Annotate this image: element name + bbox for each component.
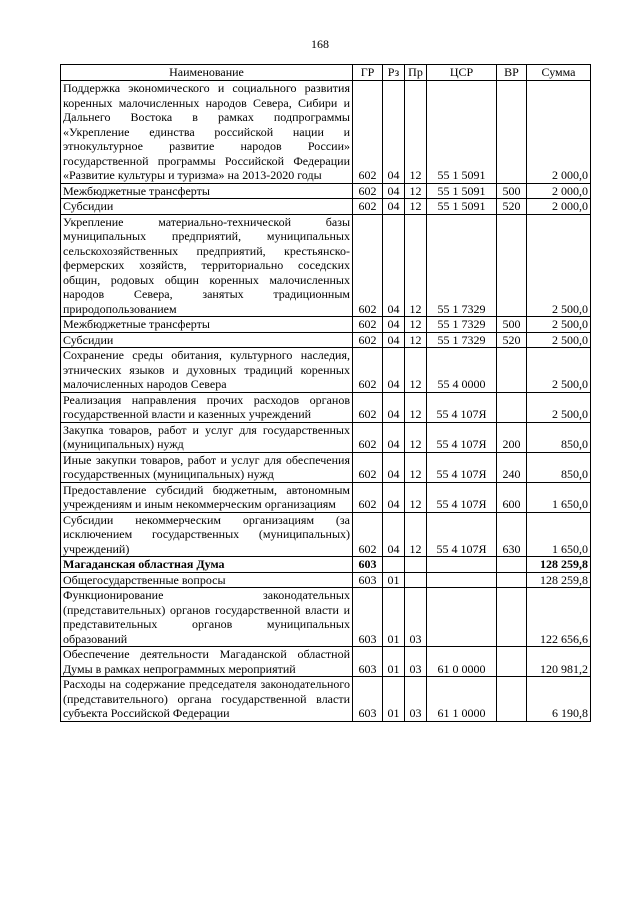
cell-gr: 602 [353,317,383,333]
header-vr: ВР [497,65,527,81]
cell-gr: 602 [353,512,383,557]
cell-pr: 12 [405,183,427,199]
cell-pr: 12 [405,214,427,317]
cell-name: Субсидии [61,332,353,348]
cell-sum: 1 650,0 [527,482,591,512]
cell-gr: 602 [353,422,383,452]
cell-rz: 04 [383,81,405,184]
cell-vr [497,392,527,422]
cell-gr: 603 [353,557,383,573]
cell-name: Сохранение среды обитания, культурного наследия, этнических языков и духовных традиций коренных малочисленных народов Севера [61,348,353,393]
cell-gr: 603 [353,677,383,722]
cell-pr: 12 [405,452,427,482]
cell-sum: 2 500,0 [527,317,591,333]
cell-rz: 04 [383,183,405,199]
cell-vr: 520 [497,332,527,348]
cell-vr: 520 [497,199,527,215]
cell-csr: 55 1 7329 [427,317,497,333]
cell-rz: 04 [383,482,405,512]
cell-csr: 55 1 7329 [427,332,497,348]
cell-vr [497,81,527,184]
cell-vr [497,214,527,317]
cell-rz: 01 [383,572,405,588]
table-row [61,482,591,512]
cell-pr [405,557,427,573]
table-body [61,81,591,722]
cell-name: Расходы на содержание председателя законодательного (представительного) органа государственной власти субъекта Российской Федерации [61,677,353,722]
cell-name: Обеспечение деятельности Магаданской областной Думы в рамках непрограммных мероприятий [61,647,353,677]
cell-csr: 55 4 107Я [427,482,497,512]
cell-gr: 602 [353,348,383,393]
table-row [61,332,591,348]
cell-pr: 12 [405,392,427,422]
table-row [61,392,591,422]
cell-rz: 04 [383,214,405,317]
cell-pr: 12 [405,199,427,215]
cell-sum: 2 500,0 [527,214,591,317]
cell-gr: 603 [353,647,383,677]
cell-vr [497,572,527,588]
cell-name: Магаданская областная Дума [61,557,353,573]
cell-gr: 602 [353,482,383,512]
table-row [61,512,591,557]
header-rz: Рз [383,65,405,81]
cell-vr [497,557,527,573]
table-row [61,557,591,573]
cell-gr: 602 [353,199,383,215]
cell-gr: 602 [353,81,383,184]
cell-rz: 01 [383,677,405,722]
header-gr: ГР [353,65,383,81]
cell-sum: 6 190,8 [527,677,591,722]
cell-vr: 630 [497,512,527,557]
cell-pr: 03 [405,677,427,722]
cell-pr: 03 [405,588,427,647]
cell-sum: 850,0 [527,422,591,452]
cell-csr: 55 1 5091 [427,81,497,184]
cell-name: Закупка товаров, работ и услуг для государственных (муниципальных) нужд [61,422,353,452]
cell-name: Общегосударственные вопросы [61,572,353,588]
cell-pr [405,572,427,588]
table-row [61,183,591,199]
cell-rz: 01 [383,588,405,647]
cell-rz: 01 [383,647,405,677]
cell-csr: 61 1 0000 [427,677,497,722]
cell-csr [427,572,497,588]
cell-vr: 240 [497,452,527,482]
cell-pr: 12 [405,422,427,452]
cell-name: Субсидии некоммерческим организациям (за исключением государственных (муниципальных) учреждений) [61,512,353,557]
cell-csr: 55 4 107Я [427,422,497,452]
cell-vr [497,348,527,393]
budget-table [60,64,591,722]
cell-vr [497,647,527,677]
cell-name: Иные закупки товаров, работ и услуг для обеспечения государственных (муниципальных) нужд [61,452,353,482]
table-row [61,647,591,677]
table-row [61,199,591,215]
cell-pr: 12 [405,512,427,557]
cell-sum: 128 259,8 [527,557,591,573]
cell-vr: 200 [497,422,527,452]
cell-csr: 55 1 5091 [427,183,497,199]
cell-sum: 2 500,0 [527,332,591,348]
cell-sum: 122 656,6 [527,588,591,647]
cell-sum: 128 259,8 [527,572,591,588]
page-number: 168 [311,37,329,51]
cell-pr: 12 [405,348,427,393]
cell-csr [427,557,497,573]
cell-pr: 12 [405,482,427,512]
cell-pr: 12 [405,332,427,348]
table-row [61,677,591,722]
cell-csr: 55 4 107Я [427,392,497,422]
cell-csr [427,588,497,647]
cell-csr: 61 0 0000 [427,647,497,677]
cell-sum: 1 650,0 [527,512,591,557]
cell-sum: 2 500,0 [527,348,591,393]
table-row [61,588,591,647]
cell-rz: 04 [383,348,405,393]
cell-rz: 04 [383,317,405,333]
table-row [61,317,591,333]
cell-sum: 2 000,0 [527,81,591,184]
cell-rz: 04 [383,332,405,348]
cell-rz [383,557,405,573]
cell-sum: 2 000,0 [527,199,591,215]
cell-pr: 12 [405,81,427,184]
cell-csr: 55 4 107Я [427,452,497,482]
table-row [61,452,591,482]
cell-name: Реализация направления прочих расходов органов государственной власти и казенных учреждений [61,392,353,422]
cell-sum: 120 981,2 [527,647,591,677]
cell-rz: 04 [383,512,405,557]
cell-rz: 04 [383,452,405,482]
cell-name: Субсидии [61,199,353,215]
cell-vr: 500 [497,317,527,333]
cell-csr: 55 1 7329 [427,214,497,317]
cell-gr: 602 [353,452,383,482]
table-row [61,422,591,452]
cell-vr [497,677,527,722]
cell-name: Функционирование законодательных (представительных) органов государственной власти и представительных органов муниципальных образований [61,588,353,647]
cell-name: Поддержка экономического и социального развития коренных малочисленных народов Севера, Сибири и Дальнего Востока в рамках подпрограммы «Укрепление единства российской нации и этнокультурное развитие народов России» государственной программы Российской Федерации «Развитие культуры и туризма» на 2013-2020 годы [61,81,353,184]
cell-pr: 03 [405,647,427,677]
table-header-row [61,65,591,81]
table-row [61,572,591,588]
cell-name: Межбюджетные трансферты [61,317,353,333]
cell-csr: 55 4 107Я [427,512,497,557]
cell-gr: 603 [353,588,383,647]
cell-name: Укрепление материально-технической базы муниципальных предприятий, муниципальных сельскохозяйственных предприятий, крестьянско-фермерских хозяйств, территориально соседских общин, родовых общин коренных малочисленных народов Севера, занятых традиционным природопользованием [61,214,353,317]
header-pr: Пр [405,65,427,81]
header-sum: Сумма [527,65,591,81]
cell-rz: 04 [383,422,405,452]
cell-name: Предоставление субсидий бюджетным, автономным учреждениям и иным некоммерческим организациям [61,482,353,512]
header-name: Наименование [61,65,353,81]
cell-gr: 602 [353,332,383,348]
cell-vr: 600 [497,482,527,512]
cell-rz: 04 [383,199,405,215]
cell-gr: 602 [353,392,383,422]
cell-sum: 850,0 [527,452,591,482]
cell-vr [497,588,527,647]
table-row [61,348,591,393]
cell-name: Межбюджетные трансферты [61,183,353,199]
cell-pr: 12 [405,317,427,333]
cell-gr: 602 [353,183,383,199]
cell-vr: 500 [497,183,527,199]
header-csr: ЦСР [427,65,497,81]
table-row [61,81,591,184]
table-row [61,214,591,317]
cell-csr: 55 4 0000 [427,348,497,393]
cell-gr: 602 [353,214,383,317]
cell-rz: 04 [383,392,405,422]
cell-gr: 603 [353,572,383,588]
cell-sum: 2 000,0 [527,183,591,199]
cell-csr: 55 1 5091 [427,199,497,215]
cell-sum: 2 500,0 [527,392,591,422]
